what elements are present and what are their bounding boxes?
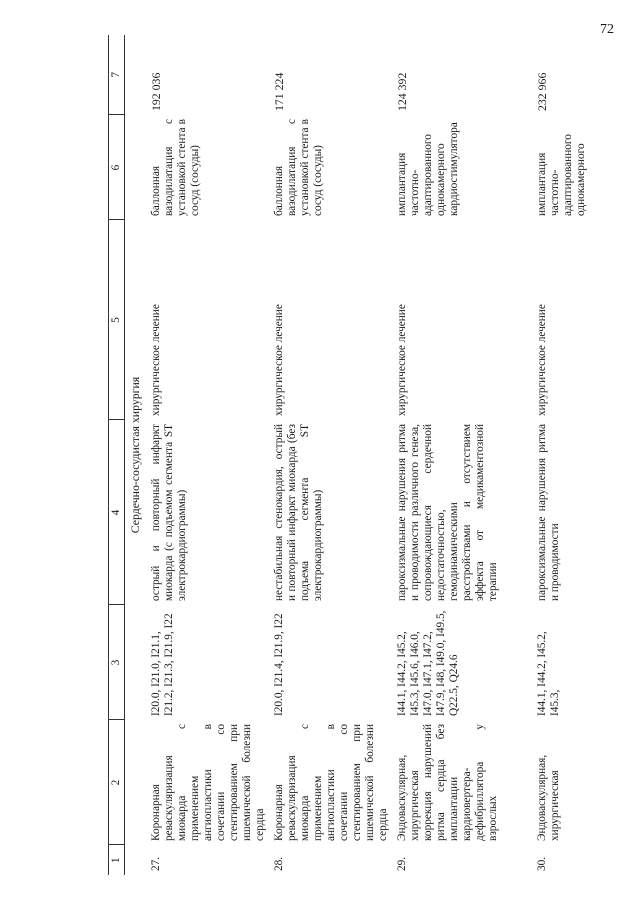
row-number: 30. bbox=[536, 856, 548, 871]
treatment-method: имплантация частотно-адаптированного однокамерного bbox=[536, 134, 587, 216]
row-number: 27. bbox=[150, 856, 162, 871]
row-number: 29. bbox=[396, 856, 408, 871]
treatment-type: хирургическое лечение bbox=[396, 304, 408, 416]
table-row bbox=[392, 35, 532, 875]
price: 171 224 bbox=[272, 72, 286, 111]
treatment-method: имплантация частотно-адаптированного однокамерного кардиостимулятора bbox=[396, 122, 460, 216]
patient-model: нестабильная стенокардия, острый и повторный инфаркт миокарда (без подъема сегмента ST электрокардиограммы) bbox=[273, 424, 324, 601]
table-row bbox=[532, 35, 590, 875]
page-number: 72 bbox=[600, 22, 614, 37]
column-number: 4 bbox=[109, 420, 125, 605]
procedures-table bbox=[108, 35, 590, 875]
care-type-name: Эндоваскулярная, хирургическая bbox=[536, 754, 561, 841]
treatment-type: хирургическое лечение bbox=[150, 304, 162, 416]
treatment-type: хирургическое лечение bbox=[536, 304, 548, 416]
care-type-name: Коронарная реваскуляризация миокарда с применением ангиопластики в сочетании со стентированием при ишемической болезни сердца bbox=[150, 724, 266, 841]
section-title: Сердечно-сосудистая хирургия bbox=[128, 376, 142, 534]
price: 192 036 bbox=[149, 72, 163, 111]
column-number: 3 bbox=[109, 605, 125, 720]
icd-codes: I20.0, I21.0, I21.1, I21.2, I21.3, I21.9, I22 bbox=[150, 613, 175, 716]
column-number: 5 bbox=[109, 220, 125, 420]
column-number-row bbox=[109, 35, 125, 875]
patient-model: пароксизмальные нарушения ритма и проводимости различного генеза, сопровождающиеся сердечной недостаточностью, гемодинамическими расстройствами и отсутствием эффекта от медикаментозной терапии bbox=[396, 424, 499, 601]
treatment-method: баллонная вазодилатация с установкой стента в сосуд (сосуды) bbox=[150, 119, 201, 216]
table-row bbox=[269, 35, 392, 875]
column-number: 1 bbox=[109, 845, 125, 875]
treatment-type: хирургическое лечение bbox=[273, 304, 285, 416]
column-number: 6 bbox=[109, 115, 125, 220]
column-number: 7 bbox=[109, 35, 125, 115]
icd-codes: I44.1, I44.2, I45.2, I45.3, I45.6, I46.0, I47.0, I47.1, I47.2, I47.9, I48, I49.0, I49.5, Q22.5, Q24.6 bbox=[396, 610, 460, 716]
patient-model: острый и повторный инфаркт миокарда (с подъемом сегмента ST электрокардиограммы) bbox=[150, 424, 188, 601]
section-row bbox=[125, 35, 147, 875]
price: 124 392 bbox=[395, 72, 409, 111]
table-row bbox=[146, 35, 269, 875]
column-number: 2 bbox=[109, 720, 125, 845]
row-number: 28. bbox=[273, 856, 285, 871]
price: 232 966 bbox=[535, 72, 549, 111]
icd-codes: I20.0, I21.4, I21.9, I22 bbox=[273, 613, 285, 716]
patient-model: пароксизмальные нарушения ритма и проводимости bbox=[536, 424, 561, 601]
treatment-method: баллонная вазодилатация с установкой стента в сосуд (сосуды) bbox=[273, 119, 324, 216]
care-type-name: Эндоваскулярная, хирургическая коррекция нарушений ритма сердца без имплантации кардиовертера-дефибриллятора у взрослых bbox=[396, 724, 499, 841]
care-type-name: Коронарная реваскуляризация миокарда с применением ангиопластики в сочетании со стентированием при ишемической болезни сердца bbox=[273, 724, 389, 841]
rotated-table-container bbox=[108, 35, 608, 875]
icd-codes: I44.1, I44.2, I45.2, I45.3, bbox=[536, 631, 561, 716]
